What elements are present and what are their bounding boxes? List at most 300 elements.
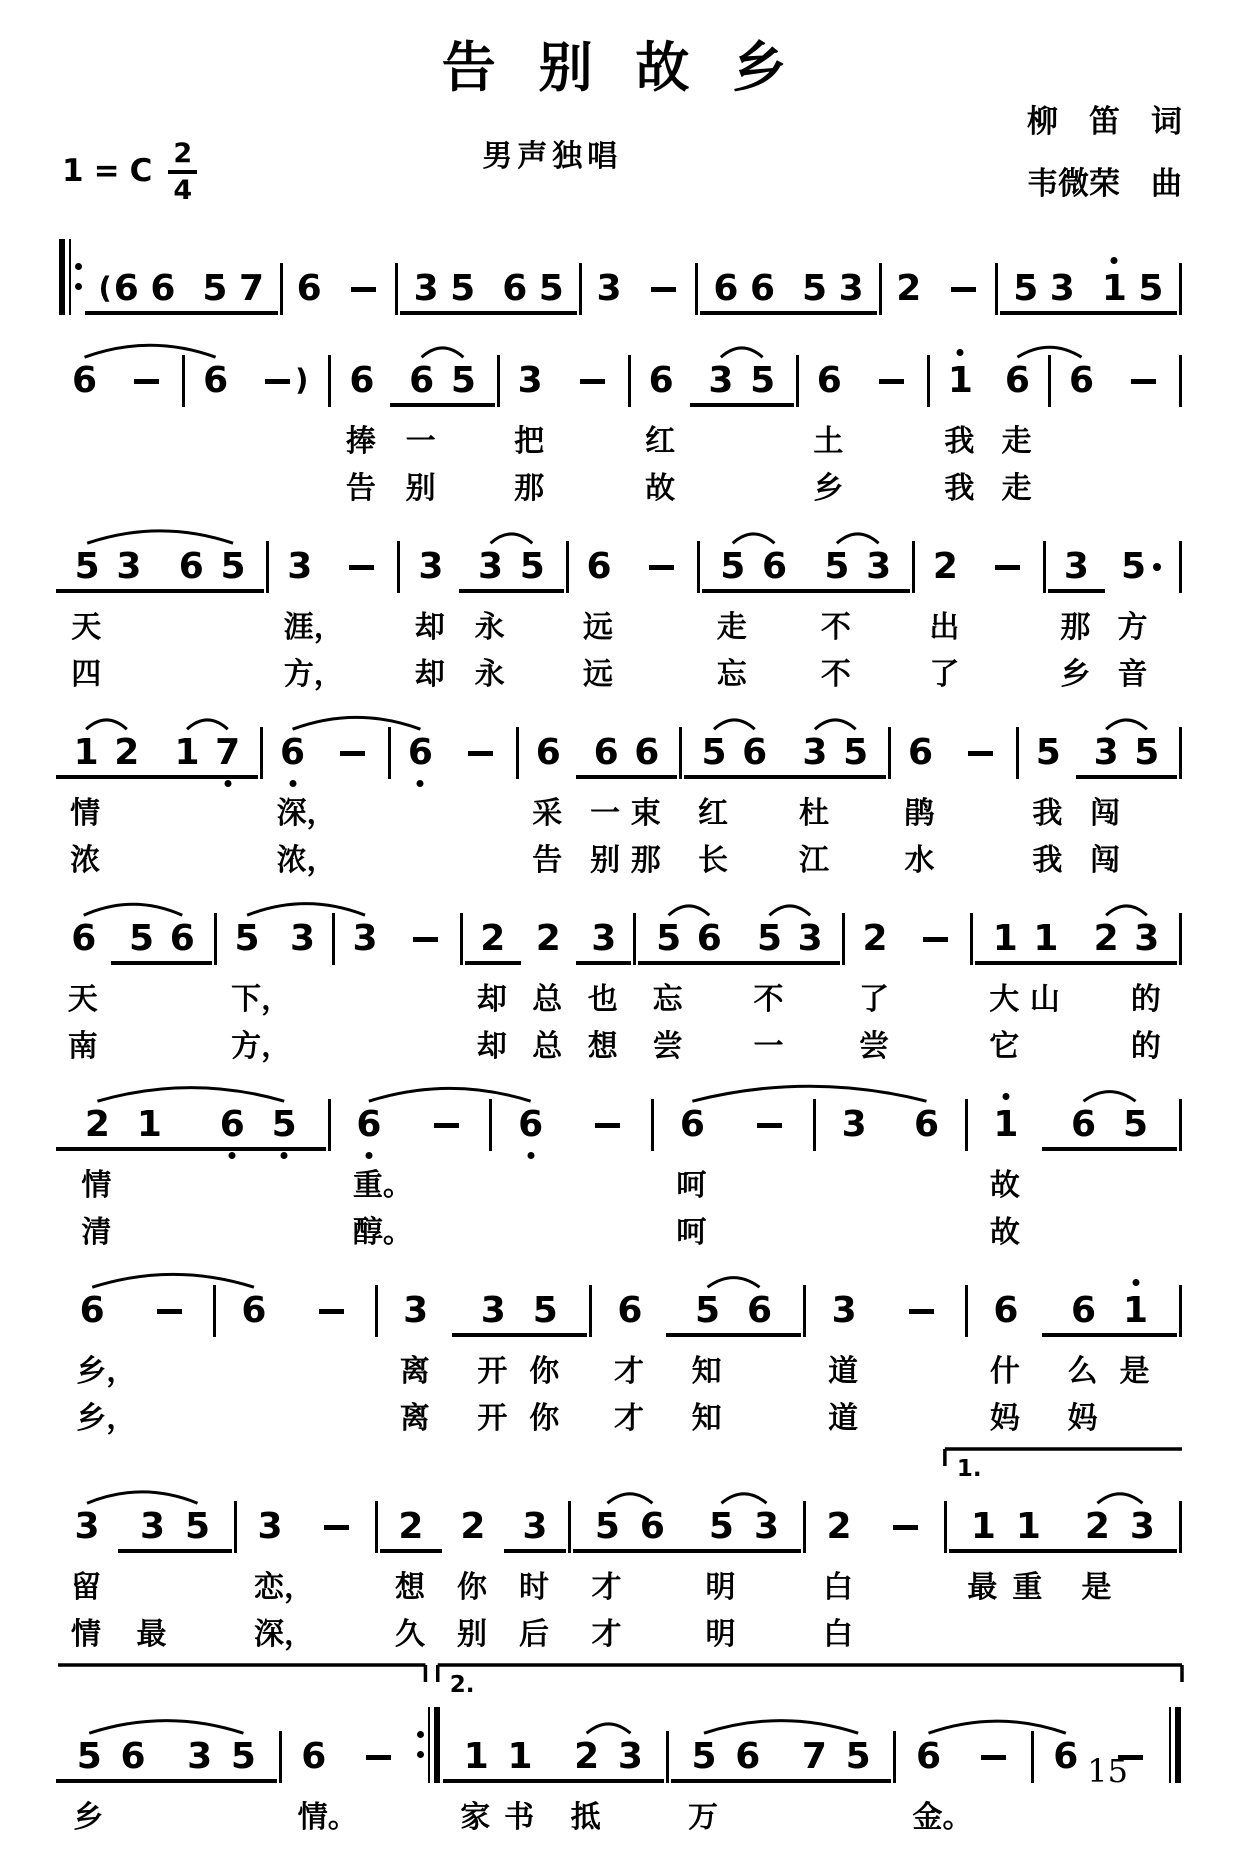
note [536,270,567,311]
note-group [405,1123,487,1151]
dash-note [265,379,290,384]
note-digit: 6 [816,360,842,401]
note-digit: 2 [460,1506,486,1547]
barline [965,1099,968,1151]
beam-group [666,1292,801,1337]
system-8 [56,1431,1184,1652]
lyric-syllable: 妈 [989,1400,1020,1436]
dash-note [757,1123,782,1128]
note-digit: 6 [535,732,561,773]
dash-note [157,1309,182,1314]
lyric-syllable: 尝 [859,1028,889,1064]
note-digit: 5 [594,1506,620,1547]
note [739,734,770,775]
note-group [933,287,992,315]
note-group [594,1292,666,1337]
lyric-line-2 [56,454,1184,506]
note-digit: 6 [150,268,176,309]
key-equals: = [93,153,120,190]
note-digit: 3 [1049,268,1075,309]
note-digit: 5 [1122,1104,1149,1145]
note-digit: 6 [639,1506,665,1547]
lyric-syllable: 万 [687,1799,718,1835]
note [172,734,203,775]
performance-note: 男声独唱 [482,138,623,174]
note-group [265,734,320,779]
beam-group [160,548,264,593]
note [572,379,613,403]
note-digit: 5 [843,732,869,773]
note-digit: 2 [826,1506,852,1547]
note [631,734,662,775]
lyric-syllable: 故 [989,1167,1020,1203]
lyric-syllable: 抵 [570,1799,601,1835]
note [72,548,103,589]
note-group [932,362,989,407]
beam-group [576,734,677,779]
note [517,548,548,589]
lyric-syllable: 才 [613,1400,644,1436]
system-4 [56,687,1184,878]
octave-dot-high [1002,1093,1009,1100]
note [358,1755,399,1779]
lyric-syllable: 一 [753,1028,784,1064]
note-group [948,751,1013,779]
barline [842,913,845,965]
note-digit: 6 [79,1290,105,1331]
lyricist-credit: 柳 笛 词 [1027,103,1182,140]
lyric-syllable: 最 [136,1616,167,1652]
note-digit: 3 [591,918,617,959]
lyric-syllable: 我 [944,423,975,459]
barline [566,541,569,593]
note [298,1738,329,1779]
note-digit: 6 [1068,360,1095,401]
note-digit: 1 [136,1104,162,1145]
lyric-syllable: 重。 [352,1167,413,1203]
note [96,270,142,311]
lyric-syllable: 那 [514,470,545,506]
lyric-syllable: 大 [989,981,1020,1017]
lyric-syllable: 远 [583,609,614,645]
lyric-syllable: 乡 [813,470,844,506]
note-digit: 5 [750,360,776,401]
system-6 [56,1059,1184,1250]
note-group [301,1525,373,1553]
lyric-syllable: 走 [716,609,747,645]
dash-note [413,937,438,942]
lyric-line-1 [56,1151,1184,1203]
note [1066,362,1097,403]
note-digit: 5 [1138,268,1164,309]
note-group [970,1292,1042,1337]
note [706,1508,737,1549]
note-digit: 6 [113,268,139,309]
lyric-syllable: 一 [405,423,436,459]
barline [879,263,882,315]
note-digit: 3 [838,268,864,309]
note-digit: 5 [532,1290,558,1331]
note [588,920,619,961]
note [461,1738,492,1779]
system-row [56,1089,1184,1151]
volta-label: 2. [449,1671,475,1698]
note-group [333,1106,405,1151]
note [447,270,478,311]
note-group [56,920,111,965]
note-group [898,1738,958,1783]
note-group [239,1508,301,1553]
note-digit: 5 [701,732,727,773]
note-digit: 2 [574,1736,600,1777]
note-digit: 3 [1129,1506,1155,1547]
note-digit: 5 [695,1290,721,1331]
beam-group [949,1508,1063,1553]
lyric-syllable: 深， [276,795,337,831]
note [1068,1292,1099,1333]
lyric-syllable: 白 [822,1569,853,1605]
note [915,937,956,961]
note-group [729,1123,811,1151]
note-group [633,362,690,407]
note-digit: 2 [480,918,506,959]
score [56,209,1184,1835]
note [332,751,373,775]
lyric-syllable: 采 [532,795,563,831]
note [799,270,830,311]
note-digit: 6 [634,732,660,773]
dash-note [580,379,605,384]
note [571,1738,602,1779]
note-digit: 6 [735,1736,761,1777]
meter-upper: 2 [168,139,197,174]
note-digit: 6 [178,546,204,587]
lyric-syllable: 方 [1117,609,1148,645]
note [533,920,564,961]
lyric-syllable: 知 [691,1400,722,1436]
lyric-syllable: 恋， [254,1569,315,1605]
dash-note [879,379,904,384]
note-digit: 2 [114,732,140,773]
barline [995,263,998,315]
note-group [559,379,626,407]
lyric-syllable: 我 [1032,842,1063,878]
beam-group [504,1508,566,1553]
beam-group [465,920,520,965]
lyric-syllable: 是 [1119,1353,1150,1389]
lyric-syllable: 后 [518,1616,549,1652]
note [111,734,142,775]
lyric-syllable: 那 [1060,609,1091,645]
note-digit: 6 [409,360,435,401]
system-1 [56,209,1184,315]
note [751,1508,782,1549]
lyric-syllable: 走 [1001,423,1032,459]
lyric-syllable: 想 [394,1569,425,1605]
note-group [521,734,576,779]
note-digit: 5 [656,918,682,959]
lyric-syllable: 么 [1067,1353,1098,1389]
barline [1016,727,1019,779]
note-digit: 6 [761,546,787,587]
close-paren: ) [295,363,309,398]
note [990,1292,1021,1333]
note [1118,548,1164,589]
note [754,920,785,961]
note-group [521,920,576,965]
note-digit: 1 [1015,1506,1041,1547]
note-digit: 6 [301,1736,327,1777]
key-signature [62,139,197,204]
note [901,1309,942,1333]
lyric-syllable: 的 [1130,981,1161,1017]
lyric-syllable: 捧 [345,423,376,459]
note-digit: 7 [801,1736,827,1777]
beam-group [687,1508,801,1553]
lyric-syllable: 不 [753,981,784,1017]
lyric-syllable: 乡 [1060,656,1091,692]
note-digit: 3 [290,918,316,959]
note-digit: 6 [502,268,528,309]
note [69,362,100,403]
lyric-syllable: 红 [698,795,729,831]
note [167,920,198,961]
note [990,920,1021,961]
system-5 [56,873,1184,1064]
lyric-syllable: 开 [477,1400,508,1436]
note-group [959,1755,1029,1783]
note-digit: 5 [184,1506,211,1547]
beam-group [789,270,878,315]
octave-dot-high [1132,1279,1139,1286]
note-digit: 2 [862,918,888,959]
note [257,365,313,402]
beam-group [1042,1106,1177,1151]
dash-note [909,1309,934,1314]
beam-group [1000,270,1089,315]
note [814,362,845,403]
barline [888,727,891,779]
dash-note [134,379,159,384]
note [591,734,622,775]
beam-group [553,1738,663,1783]
note [460,751,501,775]
note [677,1106,708,1147]
note-digit: 6 [1053,1736,1079,1777]
note [284,548,315,589]
note-digit: 3 [866,546,892,587]
dash-note [1131,379,1156,384]
note-digit: 6 [408,734,433,772]
beam-group [85,270,189,315]
note-digit: 3 [517,360,543,401]
note [228,1738,259,1779]
barline [912,541,915,593]
barline [1179,263,1182,315]
note [149,1309,190,1333]
lyric-syllable: 杜 [798,795,829,831]
dash-note [340,751,365,756]
beam-group [785,734,886,779]
system-row [56,239,1184,315]
lyric-syllable: 把 [514,423,545,459]
note-digit: 3 [753,1506,779,1547]
note-digit: 6 [1071,1104,1097,1145]
note [593,270,624,311]
note [840,734,871,775]
lyric-syllable: 情 [70,795,101,831]
note-digit: 6 [356,1106,381,1144]
lyric-syllable: 了 [859,981,889,1017]
note-digit: 1 [948,362,973,400]
note [710,270,741,311]
note-digit: 3 [287,546,313,587]
lyric-syllable: 故 [645,470,676,506]
beam-group [1063,1508,1177,1553]
note-group [442,1508,504,1553]
lyric-line-1 [56,1337,1184,1389]
note-digit: 2 [535,918,561,959]
lyric-line-2 [56,640,1184,692]
note [646,362,677,403]
beam-group [452,1292,587,1337]
note-digit: 6 [679,1104,705,1145]
header-meta [56,105,1184,209]
note [1013,1508,1044,1549]
note [1061,548,1092,589]
note-digit: 2 [1084,1506,1110,1547]
lyric-syllable: 一 [590,795,621,831]
system-row [56,1491,1184,1553]
note [930,548,961,589]
beam-group [781,1738,891,1783]
note-digit: 6 [696,918,722,959]
note [653,920,684,961]
note-digit: 2 [84,1104,110,1145]
note-digit: 6 [220,1106,245,1144]
lyric-syllable: 南 [67,1028,98,1064]
system-row [56,717,1184,779]
note-digit: 3 [797,918,823,959]
note [1091,734,1122,775]
barline [579,263,582,315]
note [118,1738,149,1779]
note-digit: 6 [169,918,195,959]
barline [214,913,217,965]
barline [796,355,799,407]
note-group [285,270,334,315]
barline [375,1285,378,1337]
dash-note [349,565,374,570]
lyric-line-1 [56,407,1184,459]
barline [397,541,400,593]
note-group [284,1738,344,1783]
note-digit: 2 [932,546,958,587]
system-9 [56,1647,1184,1835]
note-digit: 1 [507,1736,533,1777]
note-group [448,751,513,779]
note-group [113,379,180,407]
note [346,362,377,403]
note-digit: 5 [1134,732,1160,773]
note-group [808,1508,870,1553]
note [821,548,852,589]
note-group [870,1525,942,1553]
beam-group [56,548,160,593]
note-digit: 3 [413,268,439,309]
note-group [1021,734,1076,779]
note-digit: 1 [174,732,200,773]
note-digit: 5 [129,918,155,959]
lyric-syllable: 明 [705,1616,736,1652]
note [349,920,380,961]
octave-dot-high [957,349,964,356]
beam-group [56,734,157,779]
note-digit: 1 [463,1736,489,1777]
note [759,548,790,589]
note-group [333,362,390,407]
lyric-syllable: 家 [460,1799,491,1835]
note-digit: 5 [272,1106,297,1144]
note-digit: 3 [617,1736,643,1777]
note [478,1292,509,1333]
lyric-syllable: 别 [405,470,436,506]
note-digit: 5 [450,360,476,401]
note-group [801,362,858,407]
note-group [320,751,385,779]
note [415,548,446,589]
note [1047,270,1078,311]
note [277,734,308,775]
note-group [275,920,330,965]
note [218,548,249,589]
lyric-syllable: 了 [929,656,960,692]
note [113,548,144,589]
note-group [628,565,695,593]
note [1033,734,1064,775]
note [836,270,867,311]
note [134,1106,165,1147]
lyric-syllable: 它 [989,1028,1020,1064]
note [1082,1508,1113,1549]
note-digit: 6 [72,360,98,401]
lyric-syllable: 书 [504,1799,535,1835]
barline [813,1099,816,1151]
note-digit: 6 [120,1736,146,1777]
barline [280,263,283,315]
note [411,270,442,311]
barline [1179,541,1182,593]
note-group [218,1292,290,1337]
barline [328,1099,331,1151]
lyric-syllable: 浓， [276,842,337,878]
note-group [917,548,974,593]
beam-group [576,920,631,965]
lyric-syllable: 的 [1130,1028,1161,1064]
note [311,1309,352,1333]
barline [328,355,331,407]
lyric-syllable: 出 [929,609,960,645]
note-digit: 3 [802,732,828,773]
lyric-syllable: 离 [399,1353,430,1389]
note-digit: 6 [203,360,229,401]
lyric-syllable: 你 [529,1353,560,1389]
beam-group [684,734,785,779]
beam-group [700,270,789,315]
system-row [56,345,1184,407]
beam-group [380,1508,442,1553]
lyric-syllable: 道 [828,1400,859,1436]
